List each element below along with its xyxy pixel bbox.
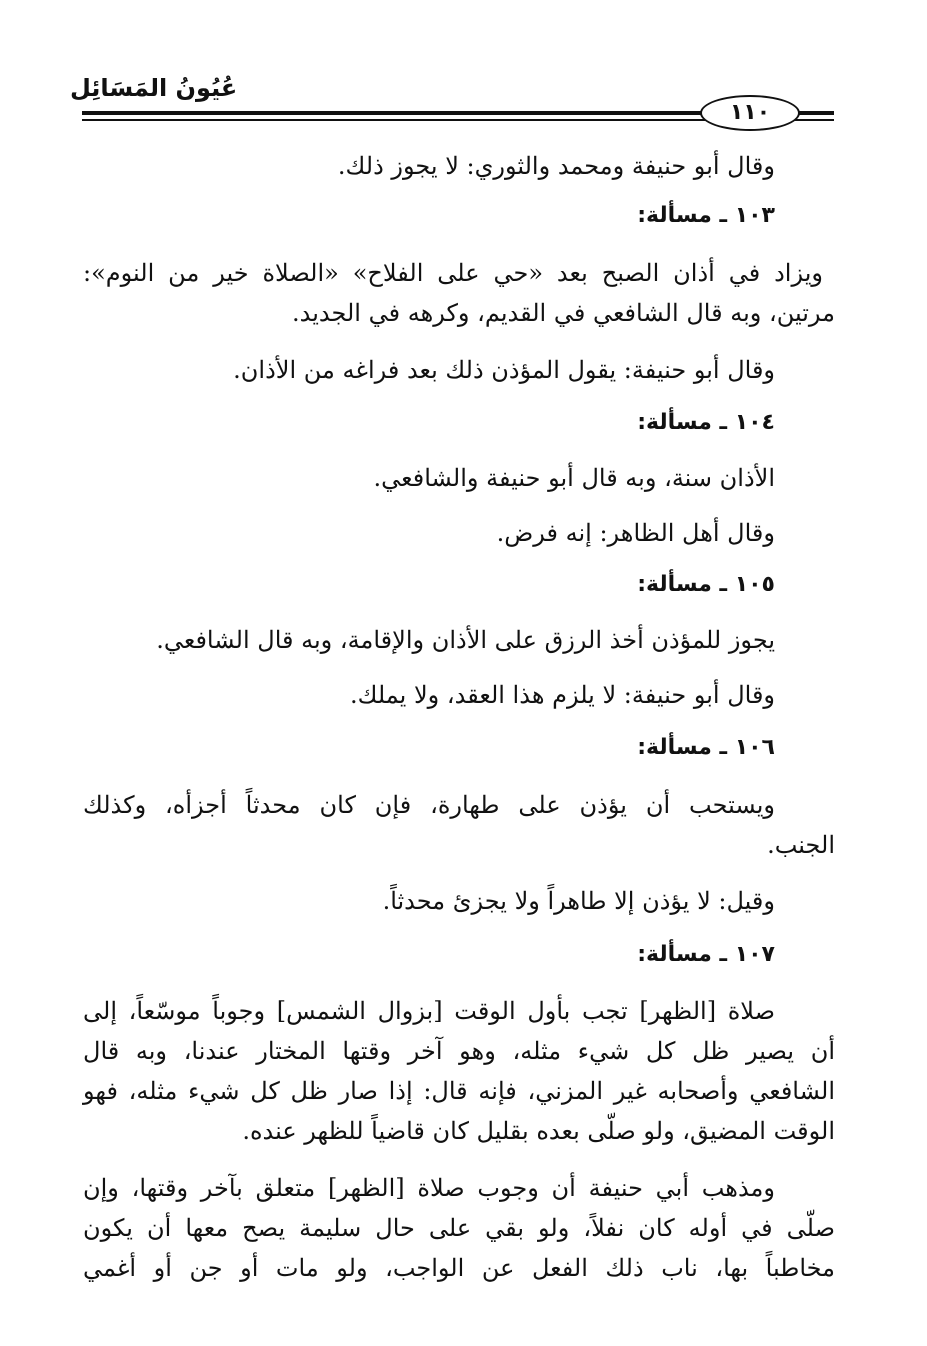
paragraph-line: الجنب. bbox=[767, 831, 835, 859]
paragraph-line: مرتين، وبه قال الشافعي في القديم، وكرهه في الجديد. bbox=[291, 299, 835, 327]
paragraph-line: الوقت المضيق، ولو صلّى بعده بقليل كان قاضياً للظهر عنده. bbox=[242, 1117, 835, 1145]
paragraph-line: وقيل: لا يؤذن إلا طاهراً ولا يجزئ محدثاً. bbox=[382, 887, 775, 915]
paragraph-line: ويستحب أن يؤذن على طهارة، فإن كان محدثاً أجزأه، وكذلك bbox=[83, 791, 776, 819]
issue-heading: ١٠٥ ـ مسألة: bbox=[637, 572, 775, 597]
paragraph-line: الأذان سنة، وبه قال أبو حنيفة والشافعي. bbox=[373, 464, 775, 492]
paragraph-line: وقال أبو حنيفة: لا يلزم هذا العقد، ولا يملك. bbox=[349, 681, 775, 709]
paragraph-line: وقال أبو حنيفة ومحمد والثوري: لا يجوز ذلك. bbox=[337, 152, 775, 180]
paragraph-line: ومذهب أبي حنيفة أن وجوب صلاة [الظهر] متعلق بآخر وقتها، وإن bbox=[83, 1174, 775, 1202]
paragraph-line: صلاة [الظهر] تجب بأول الوقت [بزوال الشمس] وجوباً موسّعاً، إلى bbox=[83, 997, 775, 1025]
page-number: ١١٠ bbox=[700, 95, 800, 131]
paragraph-line: وقال أبو حنيفة: يقول المؤذن ذلك بعد فراغه من الأذان. bbox=[233, 356, 775, 384]
paragraph-line: وقال أهل الظاهر: إنه فرض. bbox=[496, 519, 775, 547]
running-header-title: عُيُونُ المَسَائِل bbox=[70, 74, 238, 102]
issue-heading: ١٠٧ ـ مسألة: bbox=[637, 942, 775, 967]
paragraph-line: أن يصير ظل كل شيء مثله، وهو آخر وقتها المختار عندنا، وبه قال bbox=[83, 1037, 835, 1065]
paragraph-line: مخاطباً بها، ناب ذلك الفعل عن الواجب، ولو مات أو جن أو أغمي bbox=[83, 1254, 835, 1282]
issue-heading: ١٠٤ ـ مسألة: bbox=[637, 410, 775, 435]
paragraph-line: يجوز للمؤذن أخذ الرزق على الأذان والإقامة، وبه قال الشافعي. bbox=[156, 626, 775, 654]
paragraph-line: ويزاد في أذان الصبح بعد «حي على الفلاح» «الصلاة خير من النوم»: bbox=[83, 259, 823, 287]
issue-heading: ١٠٦ ـ مسألة: bbox=[637, 735, 775, 760]
paragraph-line: الشافعي وأصحابه غير المزني، فإنه قال: إذا صار ظل كل شيء مثله، فهو bbox=[83, 1077, 835, 1105]
paragraph-line: صلّى في أوله كان نفلاً، ولو بقي على حال سليمة يصح معها أن يكون bbox=[83, 1214, 835, 1242]
issue-heading: ١٠٣ ـ مسألة: bbox=[637, 203, 775, 228]
